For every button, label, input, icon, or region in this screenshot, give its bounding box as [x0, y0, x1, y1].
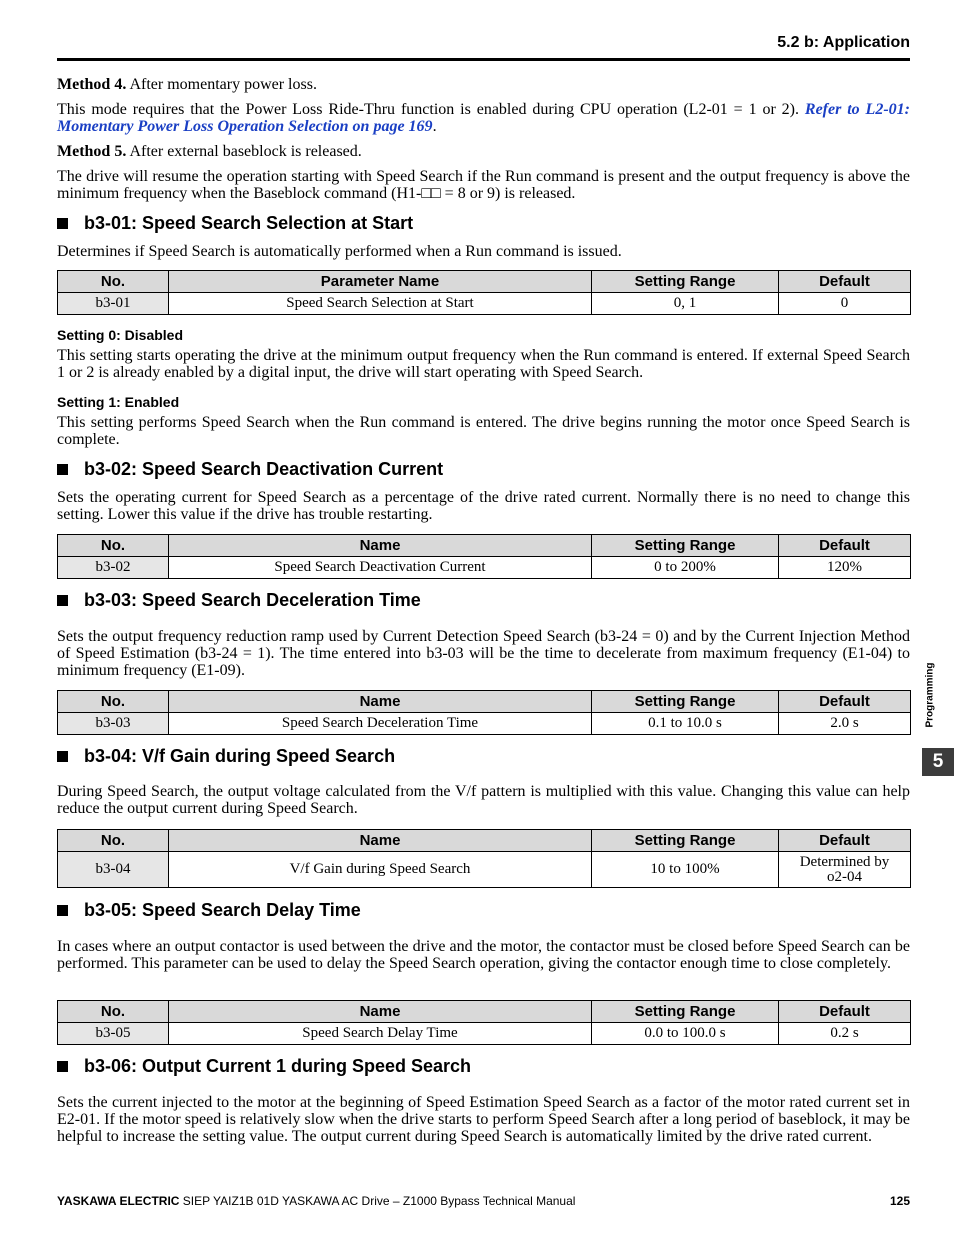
- page-header: [57, 30, 910, 61]
- brand-name: YASKAWA ELECTRIC: [57, 1194, 180, 1208]
- parameter-table-b3-03: No. Name Setting Range Default b3-03 Speed Search Deceleration Time 0.1 to 10.0 s 2.0 s: [57, 690, 911, 735]
- heading-bullet-icon: [57, 1061, 68, 1072]
- heading-b3-02: b3-02: Speed Search Deactivation Current: [57, 459, 443, 480]
- heading-b3-04: b3-04: V/f Gain during Speed Search: [57, 746, 395, 767]
- table-row: b3-02 Speed Search Deactivation Current 0 to 200% 120%: [58, 557, 911, 579]
- method-4-line: Method 4. After momentary power loss.: [57, 76, 317, 93]
- b3-02-description: Sets the operating current for Speed Search as a percentage of the drive rated current. Normally there is no need to change this setting. Lower this value if the drive has trouble restarting.: [57, 489, 910, 523]
- page-number: 125: [889, 1194, 910, 1208]
- parameter-table-b3-04: No. Name Setting Range Default b3-04 V/f Gain during Speed Search 10 to 100% Determined by o2-04: [57, 829, 911, 888]
- heading-b3-01: b3-01: Speed Search Selection at Start: [57, 213, 413, 234]
- b3-06-description: Sets the current injected to the motor at the beginning of Speed Estimation Speed Search as a factor of the motor rated current set in E2-01. If the motor speed is relatively slow when the drive starts to perform Speed Search after a long period of baseblock, it may be helpful to increase the setting value. The output current during Speed Search is automatically limited by the drive rated current.: [57, 1094, 910, 1145]
- page-footer: [57, 1194, 910, 1208]
- heading-bullet-icon: [57, 751, 68, 762]
- setting-0-text: This setting starts operating the drive at the minimum output frequency when the Run command is entered. If external Speed Search 1 or 2 is already enabled by a digital input, the drive will start operating with Speed Search.: [57, 347, 910, 381]
- table-row: b3-01 Speed Search Selection at Start 0, 1 0: [58, 293, 911, 315]
- b3-05-description: In cases where an output contactor is used between the drive and the motor, the contactor must be closed before Speed Search can be performed. This parameter can be used to delay the Speed Search operation, giving the contactor enough time to close completely.: [57, 938, 910, 972]
- chapter-tab[interactable]: 5: [922, 748, 954, 776]
- section-title: 5.2 b: Application: [777, 34, 910, 51]
- heading-b3-03: b3-03: Speed Search Deceleration Time: [57, 590, 421, 611]
- heading-bullet-icon: [57, 595, 68, 606]
- parameter-table-b3-02: No. Name Setting Range Default b3-02 Speed Search Deactivation Current 0 to 200% 120%: [57, 534, 911, 579]
- cross-reference-link[interactable]: Refer to L2-01: Momentary Power Loss Operation Selection on page 169: [57, 101, 910, 135]
- heading-b3-06: b3-06: Output Current 1 during Speed Search: [57, 1056, 471, 1077]
- method-5-description: The drive will resume the operation starting with Speed Search if the Run command is present and the output frequency is above the minimum frequency when the Baseblock command (H1-□□ = 8 or 9) is released.: [57, 168, 910, 202]
- parameter-table-b3-05: No. Name Setting Range Default b3-05 Speed Search Delay Time 0.0 to 100.0 s 0.2 s: [57, 1000, 911, 1045]
- setting-0-heading: Setting 0: Disabled: [57, 327, 184, 343]
- heading-bullet-icon: [57, 464, 68, 475]
- heading-b3-05: b3-05: Speed Search Delay Time: [57, 900, 361, 921]
- b3-04-description: During Speed Search, the output voltage calculated from the V/f pattern is multiplied with this value. Changing this value can help reduce the output current during Speed Search.: [57, 783, 910, 817]
- method-4-description: This mode requires that the Power Loss Ride-Thru function is enabled during CPU operation (L2-01 = 1 or 2). Refer to L2-01: Momentary Power Loss Operation Selection on page 169.: [57, 101, 910, 135]
- table-row: b3-05 Speed Search Delay Time 0.0 to 100.0 s 0.2 s: [58, 1023, 911, 1045]
- document-title: SIEP YAIZ1B 01D YASKAWA AC Drive – Z1000 Bypass Technical Manual: [179, 1194, 576, 1208]
- side-tab-label: Programming: [924, 662, 936, 728]
- method-5-line: Method 5. After external baseblock is released.: [57, 143, 362, 160]
- setting-1-text: This setting performs Speed Search when the Run command is entered. The drive begins running the motor once Speed Search is complete.: [57, 414, 910, 448]
- table-row: b3-04 V/f Gain during Speed Search 10 to 100% Determined by o2-04: [58, 852, 911, 888]
- heading-bullet-icon: [57, 905, 68, 916]
- table-row: b3-03 Speed Search Deceleration Time 0.1 to 10.0 s 2.0 s: [58, 713, 911, 735]
- b3-03-description: Sets the output frequency reduction ramp used by Current Detection Speed Search (b3-24 = 0) and by the Current Injection Method of Speed Estimation (b3-24 = 1). The time entered into b3-03 will be the time to decelerate from maximum frequency (E1-04) to minimum frequency (E1-09).: [57, 628, 910, 679]
- setting-1-heading: Setting 1: Enabled: [57, 394, 180, 410]
- heading-bullet-icon: [57, 218, 68, 229]
- b3-01-description: Determines if Speed Search is automatically performed when a Run command is issued.: [57, 243, 622, 260]
- parameter-table-b3-01: No. Parameter Name Setting Range Default b3-01 Speed Search Selection at Start 0, 1 0: [57, 270, 911, 315]
